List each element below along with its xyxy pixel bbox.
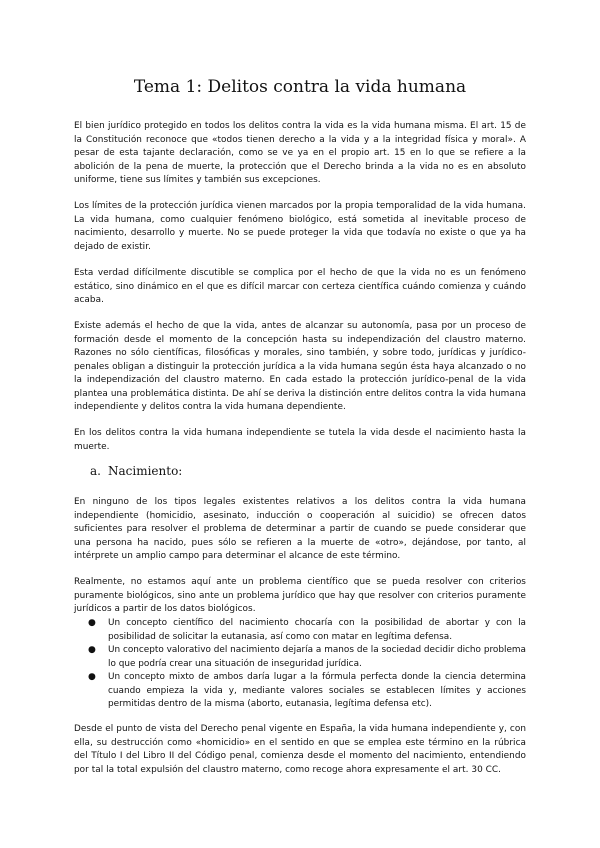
list-item xyxy=(74,644,526,671)
paragraph-limites: Los límites de la protección jurídica vienen marcados por la propia temporalidad de la vida humana. La vida humana, como cualquier fenómeno biológico, está sometida al inevitable proceso de nacimiento, desarrollo y muerte. No se puede proteger la vida que todavía no existe o que ya ha dejado de existir. xyxy=(74,201,526,252)
page-title: Tema 1: Delitos contra la vida humana xyxy=(133,77,467,97)
list-item-text: Un concepto científico del nacimiento chocaría con la posibilidad de abortar y con la posibilidad de solicitar la eutanasia, así como con matar en legítima defensa. xyxy=(108,618,526,642)
bullet-icon: ● xyxy=(88,672,96,682)
subheading-nacimiento xyxy=(90,463,182,479)
subheading-text: Nacimiento: xyxy=(108,464,183,478)
criteria-list xyxy=(74,617,526,712)
paragraph-bien-juridico: El bien jurídico protegido en todos los delitos contra la vida es la vida humana misma. El art. 15 de la Constitución reconoce que «todos tienen derecho a la vida y a la integridad física y moral». A pesar de esta tajante declaración, como se ve ya en el propio art. 15 en lo que se refiere a la abolición de la pena de muerte, la protección que el Derecho brinda a la vida no es en absoluto uniforme, tiene sus límites y también sus excepciones. xyxy=(74,121,526,185)
bullet-icon: ● xyxy=(88,618,96,628)
paragraph-formacion: Existe además el hecho de que la vida, antes de alcanzar su autonomía, pasa por un proceso de formación desde el momento de la concepción hasta su independización del claustro materno. Razones no sólo científicas, filosóficas y morales, sino también, y sobre todo, jurídicas y jurídico-penales obligan a distinguir la protección jurídica a la vida humana según ésta haya alcanzado o no la independización del claustro materno. En cada estado la protección jurídico-penal de la vida plantea una problemática distinta. De ahí se deriva la distinción entre delitos contra la vida humana independiente y delitos contra la vida humana dependiente. xyxy=(74,321,526,412)
paragraph-tipos-legales: En ninguno de los tipos legales existentes relativos a los delitos contra la vida humana independiente (homicidio, asesinato, inducción o cooperación al suicidio) se ofrecen datos suficientes para resolver el problema de determinar a partir de cuando se puede considerar que una persona ha nacido, pues sólo se refieren a la muerte de «otro», dejándose, por tanto, al intérprete un amplio campo para determinar el alcance de este término. xyxy=(74,497,526,561)
bullet-icon: ● xyxy=(88,645,96,655)
subheading-letter: a. xyxy=(90,464,101,478)
paragraph-derecho-penal: Desde el punto de vista del Derecho penal vigente en España, la vida humana independiente y, con ella, su destrucción como «homicidio» en el sentido en que se emplea este término en la rúbrica del Título I del Libro II del Código penal, comienza desde el momento del nacimiento, entendiendo por tal la total expulsión del claustro materno, como recoge ahora expresamente el art. 30 CC. xyxy=(74,724,526,775)
list-item xyxy=(74,671,526,712)
list-item-text: Un concepto valorativo del nacimiento dejaría a manos de la sociedad decidir dicho problema lo que podría crear una situación de inseguridad jurídica. xyxy=(108,645,526,669)
paragraph-verdad: Esta verdad difícilmente discutible se complica por el hecho de que la vida no es un fenómeno estático, sino dinámico en el que es difícil marcar con certeza científica cuándo comienza y cuándo acaba. xyxy=(74,268,526,305)
list-item-text: Un concepto mixto de ambos daría lugar a la fórmula perfecta donde la ciencia determina cuando empieza la vida y, mediante valores sociales se establecen límites y acciones permitidas dentro de la misma (aborto, eutanasia, legítima defensa etc). xyxy=(108,672,526,709)
paragraph-vida-independiente: En los delitos contra la vida humana independiente se tutela la vida desde el nacimiento hasta la muerte. xyxy=(74,428,526,452)
list-item xyxy=(74,617,526,644)
paragraph-problema-juridico: Realmente, no estamos aquí ante un problema científico que se pueda resolver con criterios puramente biológicos, sino ante un problema jurídico que hay que resolver con criterios puramente jurídicos a partir de los datos biológicos. xyxy=(74,577,526,614)
